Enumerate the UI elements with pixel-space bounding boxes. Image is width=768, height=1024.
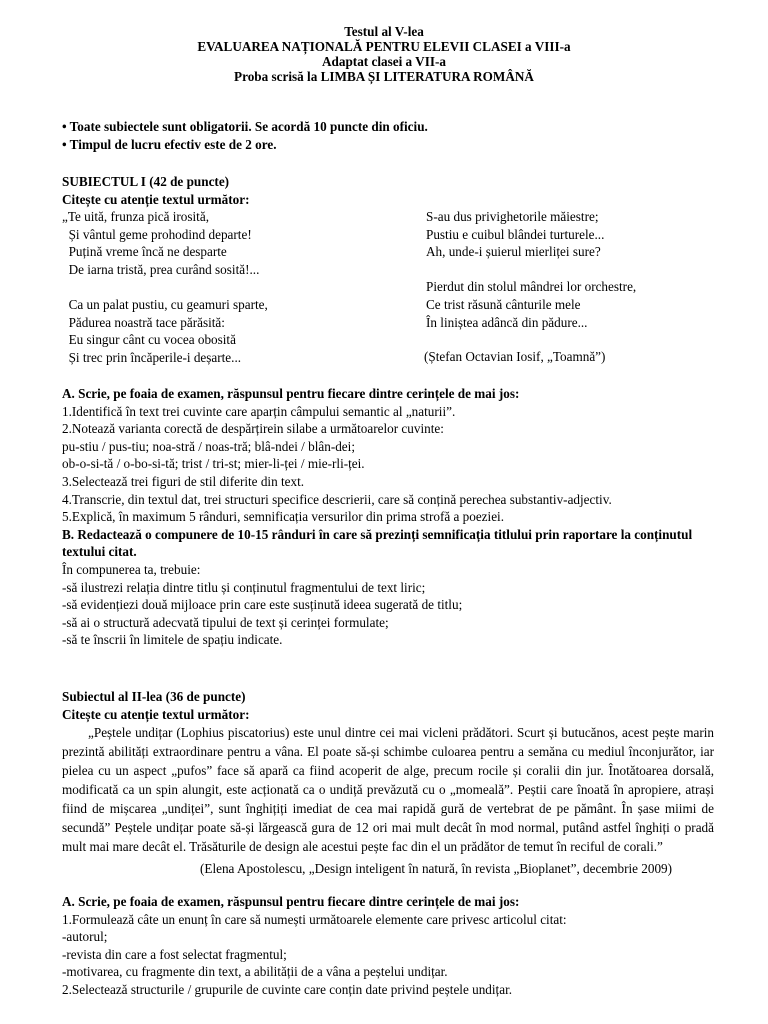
subiect2-instruction: Citește cu atenție textul următor: <box>62 706 250 722</box>
subject-title: Proba scrisă la LIMBA ȘI LITERATURA ROMÂNĂ <box>234 69 534 84</box>
poem-line <box>62 278 402 296</box>
poem-line: Și trec prin încăperile-i deșarte... <box>62 349 242 365</box>
poem-right-column <box>426 208 726 331</box>
poem-line: Pădurea noastră tace părăsită: <box>62 314 225 330</box>
task-item: 1.Formulează câte un enunț în care să numești următoarele elemente care privesc articolul citat: <box>62 911 567 927</box>
poem-left-column <box>62 208 402 366</box>
task-item: 2.Notează varianta corectă de despărțirein silabe a următoarelor cuvinte: <box>62 421 444 437</box>
poem-line <box>426 261 726 279</box>
poem-line: Pierdut din stolul mândrei lor orchestre, <box>426 279 637 295</box>
test-number: Testul al V-lea <box>344 24 424 39</box>
poem-line: „Te uită, frunza pică irosită, <box>62 209 209 224</box>
task-item: 2.Selectează structurile / grupurile de cuvinte care conțin date privind peștele undițar. <box>62 981 513 997</box>
task-item: -să te înscrii în limitele de spațiu indicate. <box>62 632 283 648</box>
poem-source: (Ștefan Octavian Iosif, „Toamnă”) <box>424 349 606 364</box>
poem-line: Puțină vreme încă ne desparte <box>62 244 227 260</box>
article-source: (Elena Apostolescu, „Design inteligent în natură, în revista „Bioplanet”, decembrie 2009) <box>200 861 673 876</box>
article-paragraph: „Peștele undițar (Lophius piscatorius) este unul dintre cei mai vicleni prădători. Scurt și butucănos, acest pește marin prezintă abilități extraordinare pentru a vâna. El poate să-și schimbe culoarea pentru a semăna cu mediul înconjurător, iar pielea cu un aspect „pufos” face să apară ca fiind acoperit de alge, precum rocile și coralii din jur. Înotătoarea dorsală, modificată ca un spin alungit, este acționată ca o undiță prevăzută cu o „momeală”. Peștii care înoată în apropiere, atrași fiind de mișcarea „undiței”, sunt înghițiți imediat de cea mai rapidă gură de vertebrat de pe pământ. În șase miimi de secundă” Peștele undițar poate să-și lărgească gura de 12 ori mai mult decât în mod normal, putând astfel înghiți o pradă mult mai mare decât el. Trăsăturile de design ale acestui pește fac din el un prădător de temut în reciful de corali.” <box>62 725 714 854</box>
section-a-title: A. Scrie, pe foaia de examen, răspunsul pentru fiecare dintre cerințele de mai jos: <box>62 386 520 401</box>
subiect1-title: SUBIECTUL I (42 de puncte) <box>62 174 230 189</box>
task-item: -să ilustrezi relația dintre titlu și conținutul fragmentului de text liric; <box>62 579 426 595</box>
task-item: 4.Transcrie, din textul dat, trei structuri specifice descrierii, care să conțină perechea substantiv-adjectiv. <box>62 491 612 507</box>
task-item: -să ai o structură adecvată tipului de text și cerinței formulate; <box>62 614 389 630</box>
task-item: În compunerea ta, trebuie: <box>62 561 201 577</box>
subiect2-section-a <box>62 893 722 999</box>
poem-line: S-au dus privighetorile măiestre; <box>426 209 599 224</box>
poem-line: Și vântul geme prohodind departe! <box>62 226 252 242</box>
subiect2-heading <box>62 688 722 723</box>
task-item: -să evidențiezi două mijloace prin care este susținută ideea sugerată de titlu; <box>62 597 463 613</box>
task-item: pu-stiu / pus-tiu; noa-stră / noas-tră; blâ-ndei / blân-dei; <box>62 438 355 454</box>
task-item: -autorul; <box>62 929 108 945</box>
document-header <box>0 24 768 84</box>
subiect1-heading <box>62 173 722 208</box>
task-item: -motivarea, cu fragmente din text, a abilității de a vâna a peștelui undițar. <box>62 964 448 980</box>
article-text <box>62 723 714 856</box>
rule-item: • Toate subiectele sunt obligatorii. Se acordă 10 puncte din oficiu. <box>62 119 428 134</box>
subiect1-section-a <box>62 385 722 649</box>
exam-title: EVALUAREA NAȚIONALĂ PENTRU ELEVII CLASEI a VIII-a <box>197 39 571 54</box>
poem-line: În liniștea adâncă din pădure... <box>426 314 588 330</box>
poem-line: Ca un palat pustiu, cu geamuri sparte, <box>62 296 268 312</box>
task-item: 5.Explică, în maximum 5 rânduri, semnificația versurilor din prima strofă a poeziei. <box>62 509 505 525</box>
subiect1-instruction: Citește cu atenție textul următor: <box>62 191 250 207</box>
section-b-title: B. Redactează o compunere de 10-15 rânduri în care să prezinți semnificația titlului prin raportare la conținutul textului citat. <box>62 526 693 560</box>
task-item: 1.Identifică în text trei cuvinte care aparțin câmpului semantic al „naturii”. <box>62 403 456 419</box>
task-item: -revista din care a fost selectat fragmentul; <box>62 946 287 962</box>
poem-line: Ce trist răsună cânturile mele <box>426 296 581 312</box>
subiect2-title: Subiectul al II-lea (36 de puncte) <box>62 689 246 704</box>
rule-item: • Timpul de lucru efectiv este de 2 ore. <box>62 136 277 152</box>
poem-line: De iarna tristă, prea curând sosită!... <box>62 261 260 277</box>
grade-adaptation: Adaptat clasei a VII-a <box>322 54 446 69</box>
poem-text <box>62 208 722 368</box>
task-item: ob-o-si-tă / o-bo-si-tă; trist / tri-st; mier-li-ței / mie-rli-ței. <box>62 456 365 472</box>
poem-line: Ah, unde-i șuierul mierliței sure? <box>426 244 601 260</box>
poem-line: Eu singur cânt cu vocea obosită <box>62 332 236 348</box>
exam-rules <box>62 118 722 153</box>
section-a-title: A. Scrie, pe foaia de examen, răspunsul pentru fiecare dintre cerințele de mai jos: <box>62 894 520 909</box>
poem-line: Pustiu e cuibul blândei turturele... <box>426 226 605 242</box>
task-item: 3.Selectează trei figuri de stil diferite din text. <box>62 473 305 489</box>
